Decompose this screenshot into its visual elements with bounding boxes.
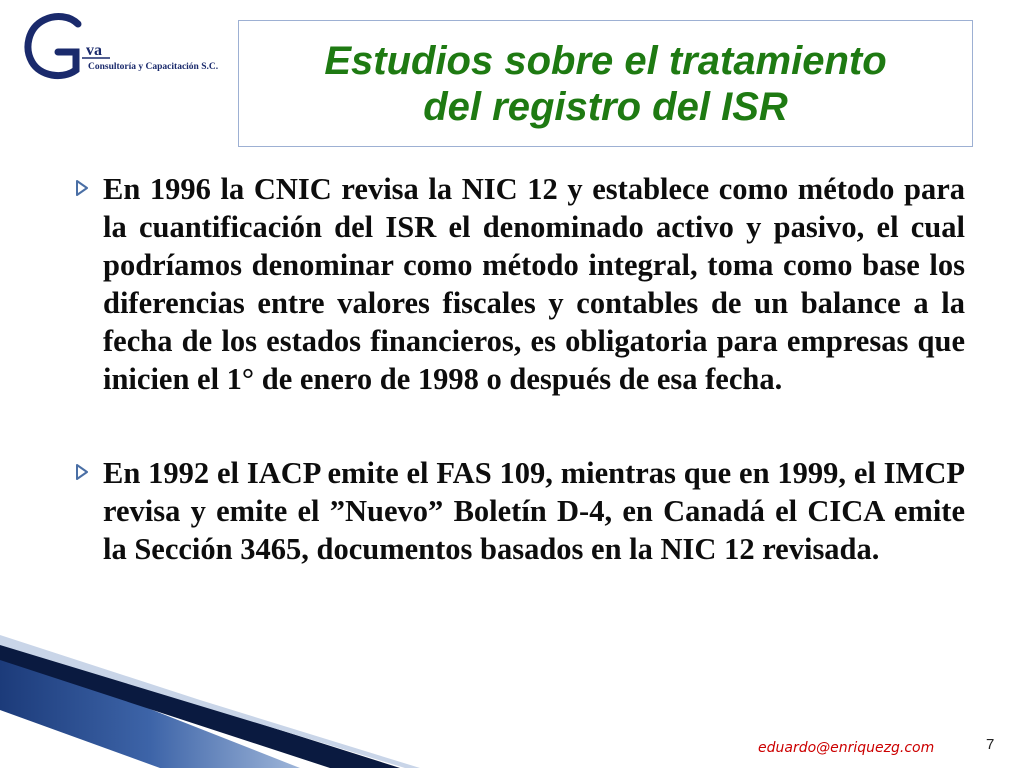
page-title-line-1: Estudios sobre el tratamiento bbox=[324, 38, 887, 83]
logo-company-name: Consultoría y Capacitación S.C. bbox=[88, 62, 219, 72]
bullet-item bbox=[72, 454, 965, 568]
bullet-text: En 1992 el IACP emite el FAS 109, mientras que en 1999, el IMCP revisa y emite el ”Nuevo” Boletín D-4, en Canadá el CICA emite la Sección 3465, documentos basados en la NIC 12 revisada. bbox=[103, 456, 965, 566]
footer-email-link[interactable]: eduardo@enriquezg.com bbox=[758, 740, 935, 756]
bullet-item bbox=[72, 170, 965, 398]
bullet-text: En 1996 la CNIC revisa la NIC 12 y establece como método para la cuantificación del ISR el denominado activo y pasivo, el cual podríamos denominar como método integral, toma como base los diferencias entre valores fiscales y contables de un balance a la fecha de los estados financieros, es obligatoria para empresas que inicien el 1° de enero de 1998 o después de esa fecha. bbox=[103, 172, 965, 396]
slide-number: 7 bbox=[986, 736, 995, 753]
page-title-line-2: del registro del ISR bbox=[423, 84, 788, 129]
triangle-bullet-icon bbox=[75, 464, 89, 480]
logo-letters: va bbox=[86, 42, 102, 59]
company-logo bbox=[20, 12, 230, 82]
triangle-bullet-icon bbox=[75, 180, 89, 196]
title-box bbox=[238, 20, 973, 147]
content bbox=[72, 170, 965, 624]
